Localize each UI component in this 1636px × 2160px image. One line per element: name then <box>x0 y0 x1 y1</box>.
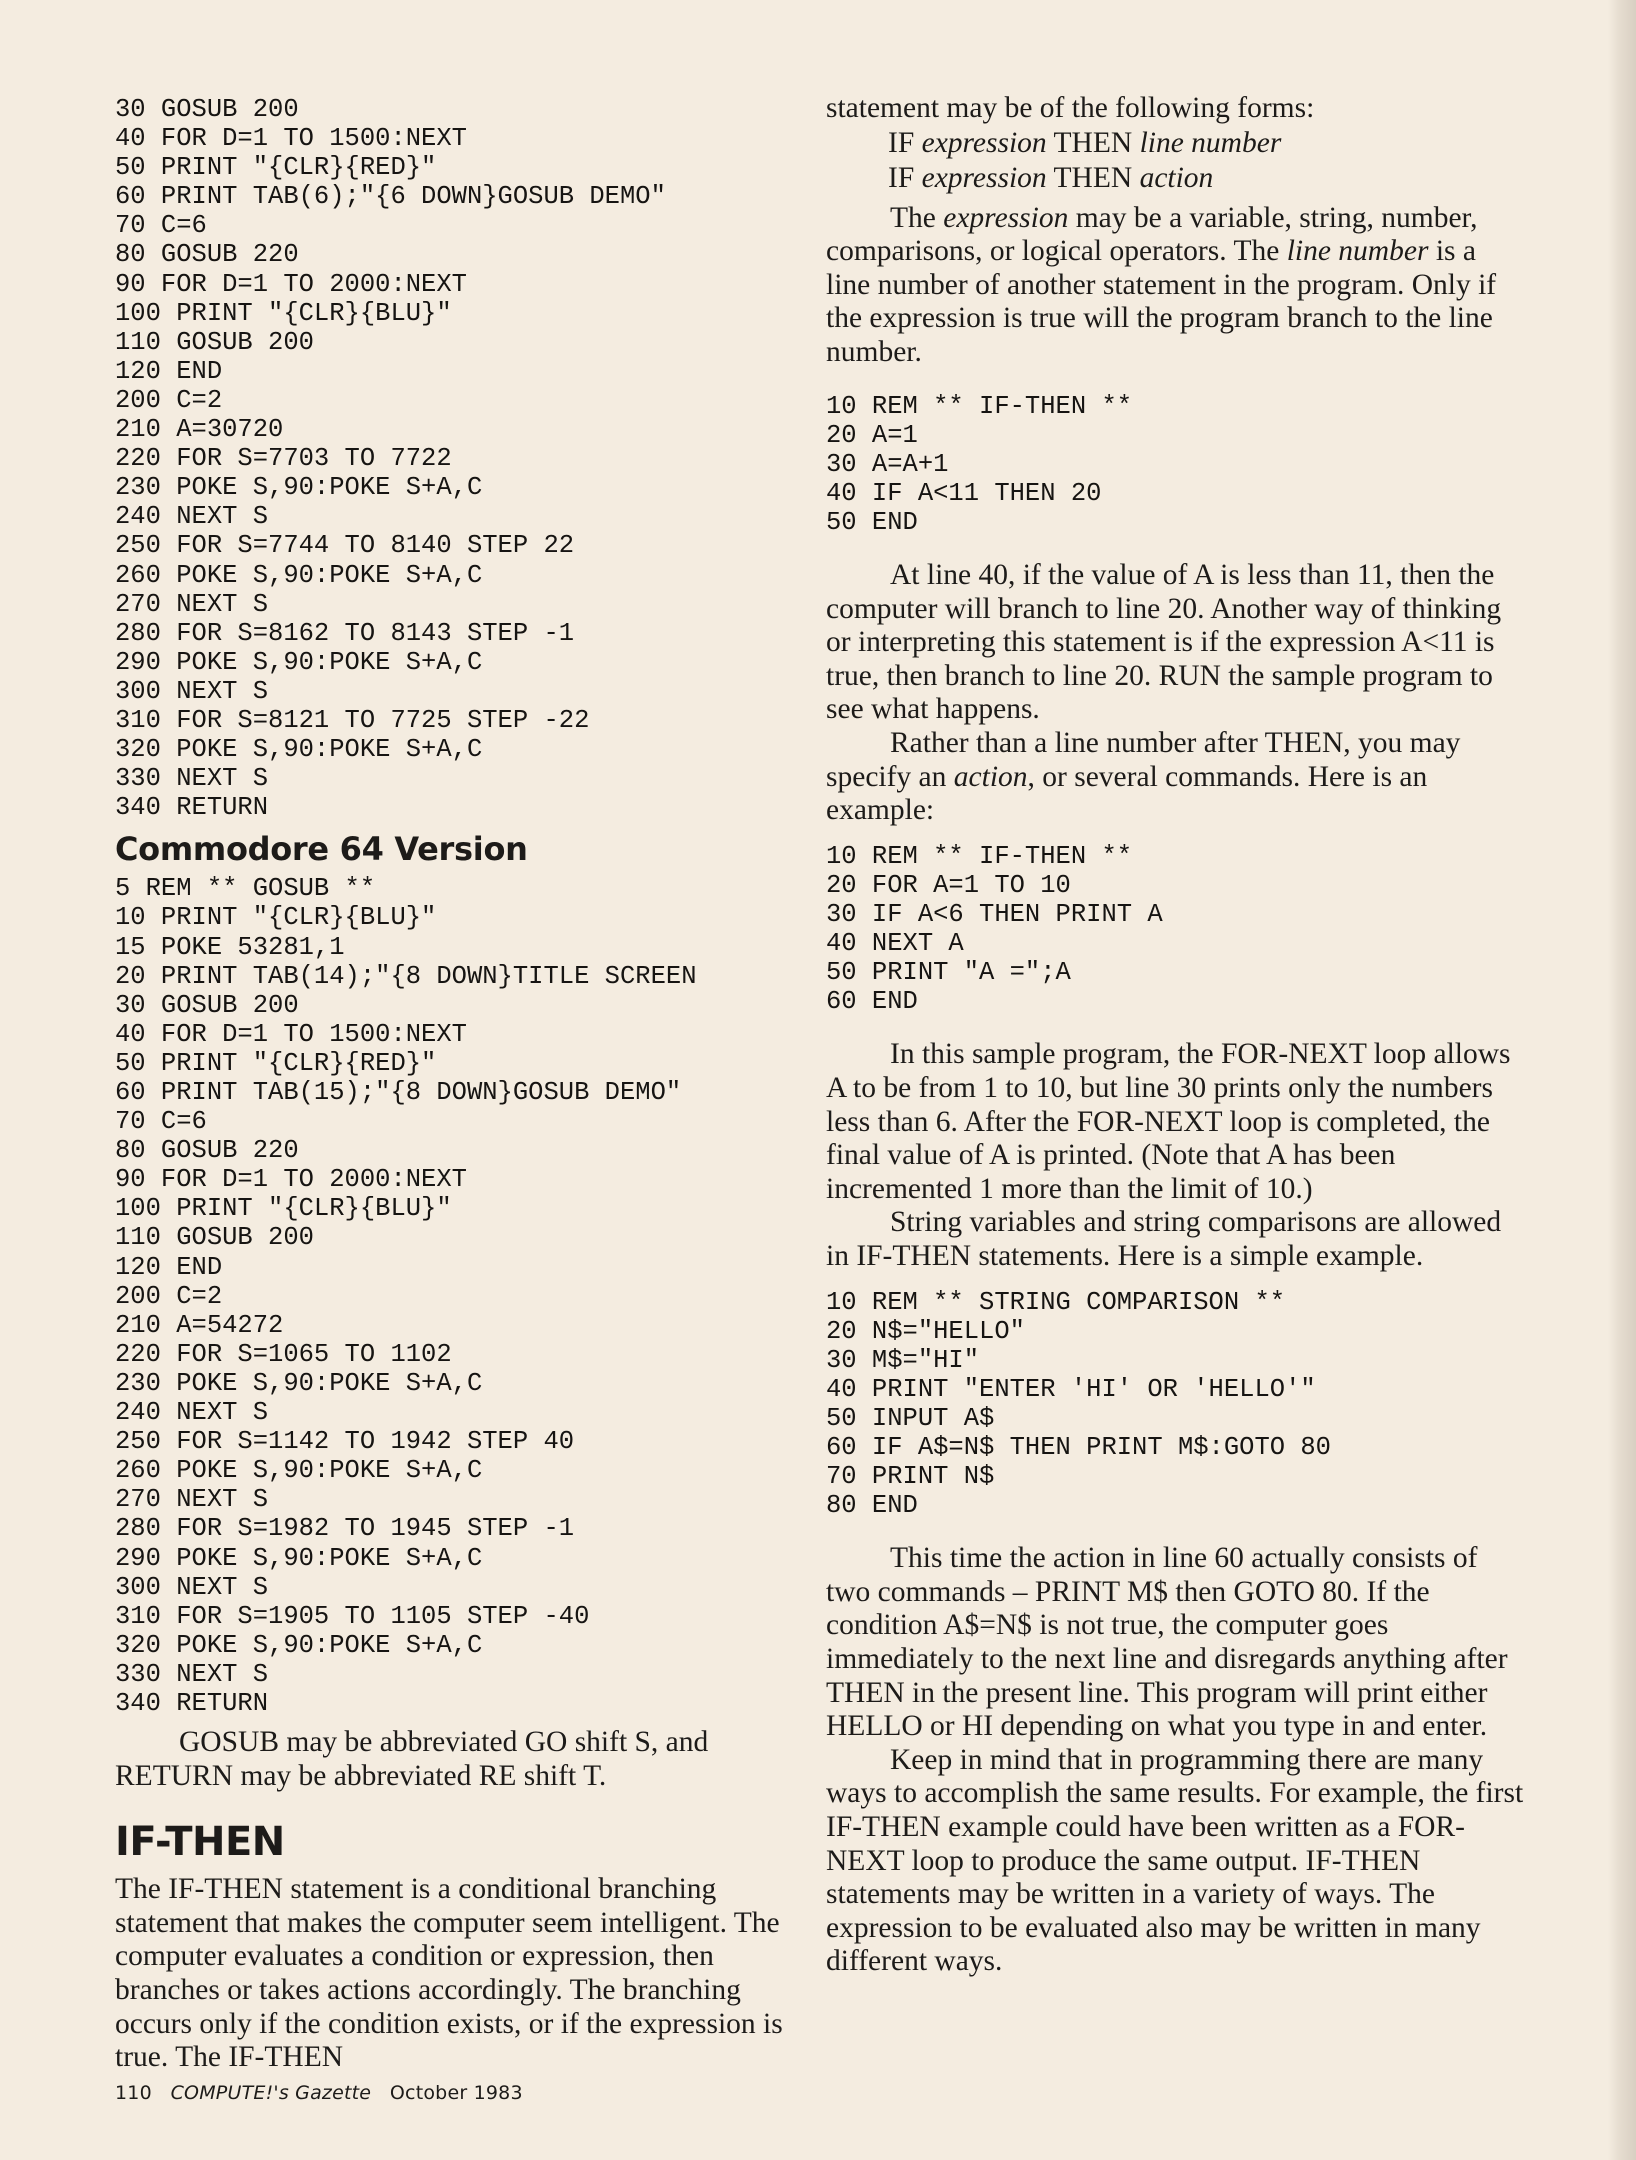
code-line: 20 A=1 <box>826 420 918 450</box>
code-line: 10 PRINT "{CLR}{BLU}" <box>115 903 437 933</box>
code-listing-vic20 <box>115 95 815 822</box>
code-line: 290 POKE S,90:POKE S+A,C <box>115 1543 483 1573</box>
code-line: 270 NEXT S <box>115 589 269 619</box>
code-line: 30 GOSUB 200 <box>115 990 299 1020</box>
code-line: 80 GOSUB 220 <box>115 1136 299 1166</box>
code-line: 290 POKE S,90:POKE S+A,C <box>115 647 483 677</box>
code-line: 110 GOSUB 200 <box>115 327 314 357</box>
code-line: 220 FOR S=1065 TO 1102 <box>115 1339 452 1369</box>
code-line: 80 GOSUB 220 <box>115 240 299 270</box>
code-line: 210 A=54272 <box>115 1310 284 1340</box>
code-line: 15 POKE 53281,1 <box>115 932 345 962</box>
code-line: 20 N$="HELLO" <box>826 1316 1025 1346</box>
page-edge-shadow <box>1608 0 1636 2160</box>
code-line: 70 C=6 <box>115 1107 207 1137</box>
code-line: 260 POKE S,90:POKE S+A,C <box>115 1456 483 1486</box>
code-line: 340 RETURN <box>115 1688 269 1718</box>
code-line: 90 FOR D=1 TO 2000:NEXT <box>115 269 467 299</box>
code-line: 120 END <box>115 356 223 386</box>
code-line: 280 FOR S=1982 TO 1945 STEP -1 <box>115 1514 575 1544</box>
code-line: 30 IF A<6 THEN PRINT A <box>826 899 1163 929</box>
code-line: 260 POKE S,90:POKE S+A,C <box>115 560 483 590</box>
code-line: 30 A=A+1 <box>826 449 949 479</box>
code-line: 320 POKE S,90:POKE S+A,C <box>115 735 483 765</box>
code-line: 300 NEXT S <box>115 1572 269 1602</box>
code-line: 200 C=2 <box>115 1281 223 1311</box>
code-line: 310 FOR S=8121 TO 7725 STEP -22 <box>115 705 590 735</box>
form-action: IF expression THEN action <box>888 161 1214 194</box>
code-line: 90 FOR D=1 TO 2000:NEXT <box>115 1165 467 1195</box>
code-line: 250 FOR S=1142 TO 1942 STEP 40 <box>115 1427 575 1457</box>
code-line: 80 END <box>826 1491 918 1521</box>
code-line: 250 FOR S=7744 TO 8140 STEP 22 <box>115 531 575 561</box>
form-line-number: IF expression THEN line number <box>888 126 1282 159</box>
code-line: 330 NEXT S <box>115 1659 269 1689</box>
code-line: 40 NEXT A <box>826 929 964 959</box>
code-line: 50 PRINT "{CLR}{RED}" <box>115 153 437 183</box>
forms-intro: statement may be of the following forms: <box>826 92 1315 124</box>
code-line: 210 A=30720 <box>115 415 284 445</box>
right-column <box>826 92 1526 1979</box>
code-line: 50 PRINT "A =";A <box>826 958 1071 988</box>
action-paragraph: Rather than a line number after THEN, you may specify an action, or several commands. Here is an example: <box>826 727 1461 827</box>
code-line: 5 REM ** GOSUB ** <box>115 874 376 904</box>
code-line: 30 M$="HI" <box>826 1345 980 1375</box>
code-line: 50 INPUT A$ <box>826 1403 995 1433</box>
issue-date: October 1983 <box>389 2082 523 2104</box>
code-line: 60 END <box>826 987 918 1017</box>
code-line: 40 FOR D=1 TO 1500:NEXT <box>115 1019 467 1049</box>
code-line: 240 NEXT S <box>115 1398 269 1428</box>
code-line: 280 FOR S=8162 TO 8143 STEP -1 <box>115 618 575 648</box>
code-line: 340 RETURN <box>115 793 269 823</box>
gosub-abbreviation-note: GOSUB may be abbreviated GO shift S, and RETURN may be abbreviated RE shift T. <box>115 1726 709 1792</box>
code-line: 50 PRINT "{CLR}{RED}" <box>115 1048 437 1078</box>
code-line: 70 C=6 <box>115 211 207 241</box>
page-footer <box>115 2082 523 2104</box>
code-line: 110 GOSUB 200 <box>115 1223 314 1253</box>
magazine-name: COMPUTE!'s Gazette <box>170 2082 372 2104</box>
ifthen-intro-paragraph: The IF-THEN statement is a conditional branching statement that makes the computer seem intelligent. The computer evaluates a condition or expression, then branches or takes actions accordingly. The branching occurs only if the condition exists, or if the expression is true. The IF-THEN <box>115 1873 783 2074</box>
code-line: 330 NEXT S <box>115 764 269 794</box>
code-line: 40 FOR D=1 TO 1500:NEXT <box>115 124 467 154</box>
page-number: 110 <box>115 2082 152 2104</box>
code-line: 100 PRINT "{CLR}{BLU}" <box>115 1194 452 1224</box>
code-line: 20 PRINT TAB(14);"{8 DOWN}TITLE SCREEN <box>115 961 697 991</box>
code-line: 240 NEXT S <box>115 502 269 532</box>
code-line: 10 REM ** IF-THEN ** <box>826 391 1133 421</box>
code-line: 270 NEXT S <box>115 1485 269 1515</box>
strings-paragraph: String variables and string comparisons are allowed in IF-THEN statements. Here is a simple example. <box>826 1206 1502 1272</box>
expression-paragraph: The expression may be a variable, string, number, comparisons, or logical operators. The line number is a line number of another statement in the program. Only if the expression is true will the program branch to the line number. <box>826 201 1497 368</box>
fornext-paragraph: In this sample program, the FOR-NEXT loop allows A to be from 1 to 10, but line 30 prints only the numbers less than 6. After the FOR-NEXT loop is completed, the final value of A is printed. (Note that A has been incremented 1 more than the limit of 10.) <box>826 1038 1511 1205</box>
code-line: 10 REM ** STRING COMPARISON ** <box>826 1287 1286 1317</box>
code-line: 20 FOR A=1 TO 10 <box>826 870 1071 900</box>
code-listing-string-compare <box>826 1288 1526 1521</box>
code-line: 230 POKE S,90:POKE S+A,C <box>115 473 483 503</box>
code-line: 200 C=2 <box>115 385 223 415</box>
code-line: 50 END <box>826 507 918 537</box>
code-line: 320 POKE S,90:POKE S+A,C <box>115 1630 483 1660</box>
code-line: 40 IF A<11 THEN 20 <box>826 478 1102 508</box>
code-listing-ifthen-2 <box>826 842 1526 1017</box>
keep-in-mind-paragraph: Keep in mind that in programming there are many ways to accomplish the same results. For example, the first IF-THEN example could have been written as a FOR-NEXT loop to produce the same output. IF-THEN statements may be written in a variety of ways. The expression to be evaluated also may be written in many different ways. <box>826 1743 1524 1978</box>
code-line: 70 PRINT N$ <box>826 1462 995 1492</box>
code-line: 220 FOR S=7703 TO 7722 <box>115 444 452 474</box>
code-line: 30 GOSUB 200 <box>115 95 299 124</box>
code-line: 310 FOR S=1905 TO 1105 STEP -40 <box>115 1601 590 1631</box>
line60-paragraph: This time the action in line 60 actually consists of two commands – PRINT M$ then GOTO 80. If the condition A$=N$ is not true, the computer goes immediately to the next line and disregards anything after THEN in the present line. This program will print either HELLO or HI depending on what you type in and enter. <box>826 1542 1508 1743</box>
code-listing-ifthen-1 <box>826 392 1526 537</box>
code-line: 300 NEXT S <box>115 676 269 706</box>
code-listing-c64 <box>115 874 815 1718</box>
code-line: 60 PRINT TAB(15);"{8 DOWN}GOSUB DEMO" <box>115 1078 682 1107</box>
code-line: 10 REM ** IF-THEN ** <box>826 841 1133 871</box>
code-line: 230 POKE S,90:POKE S+A,C <box>115 1368 483 1398</box>
code-line: 40 PRINT "ENTER 'HI' OR 'HELLO'" <box>826 1374 1316 1404</box>
code-line: 100 PRINT "{CLR}{BLU}" <box>115 298 452 328</box>
code-line: 60 IF A$=N$ THEN PRINT M$:GOTO 80 <box>826 1432 1331 1462</box>
line40-paragraph: At line 40, if the value of A is less than 11, then the computer will branch to line 20. Another way of thinking or interpreting this statement is if the expression A<11 is true, then branch to line 20. RUN the sample program to see what happens. <box>826 559 1502 726</box>
code-line: 60 PRINT TAB(6);"{6 DOWN}GOSUB DEMO" <box>115 182 666 212</box>
ifthen-heading: IF-THEN <box>115 1819 285 1866</box>
left-column <box>115 95 815 2075</box>
code-line: 120 END <box>115 1252 223 1282</box>
c64-version-heading: Commodore 64 Version <box>115 830 528 869</box>
